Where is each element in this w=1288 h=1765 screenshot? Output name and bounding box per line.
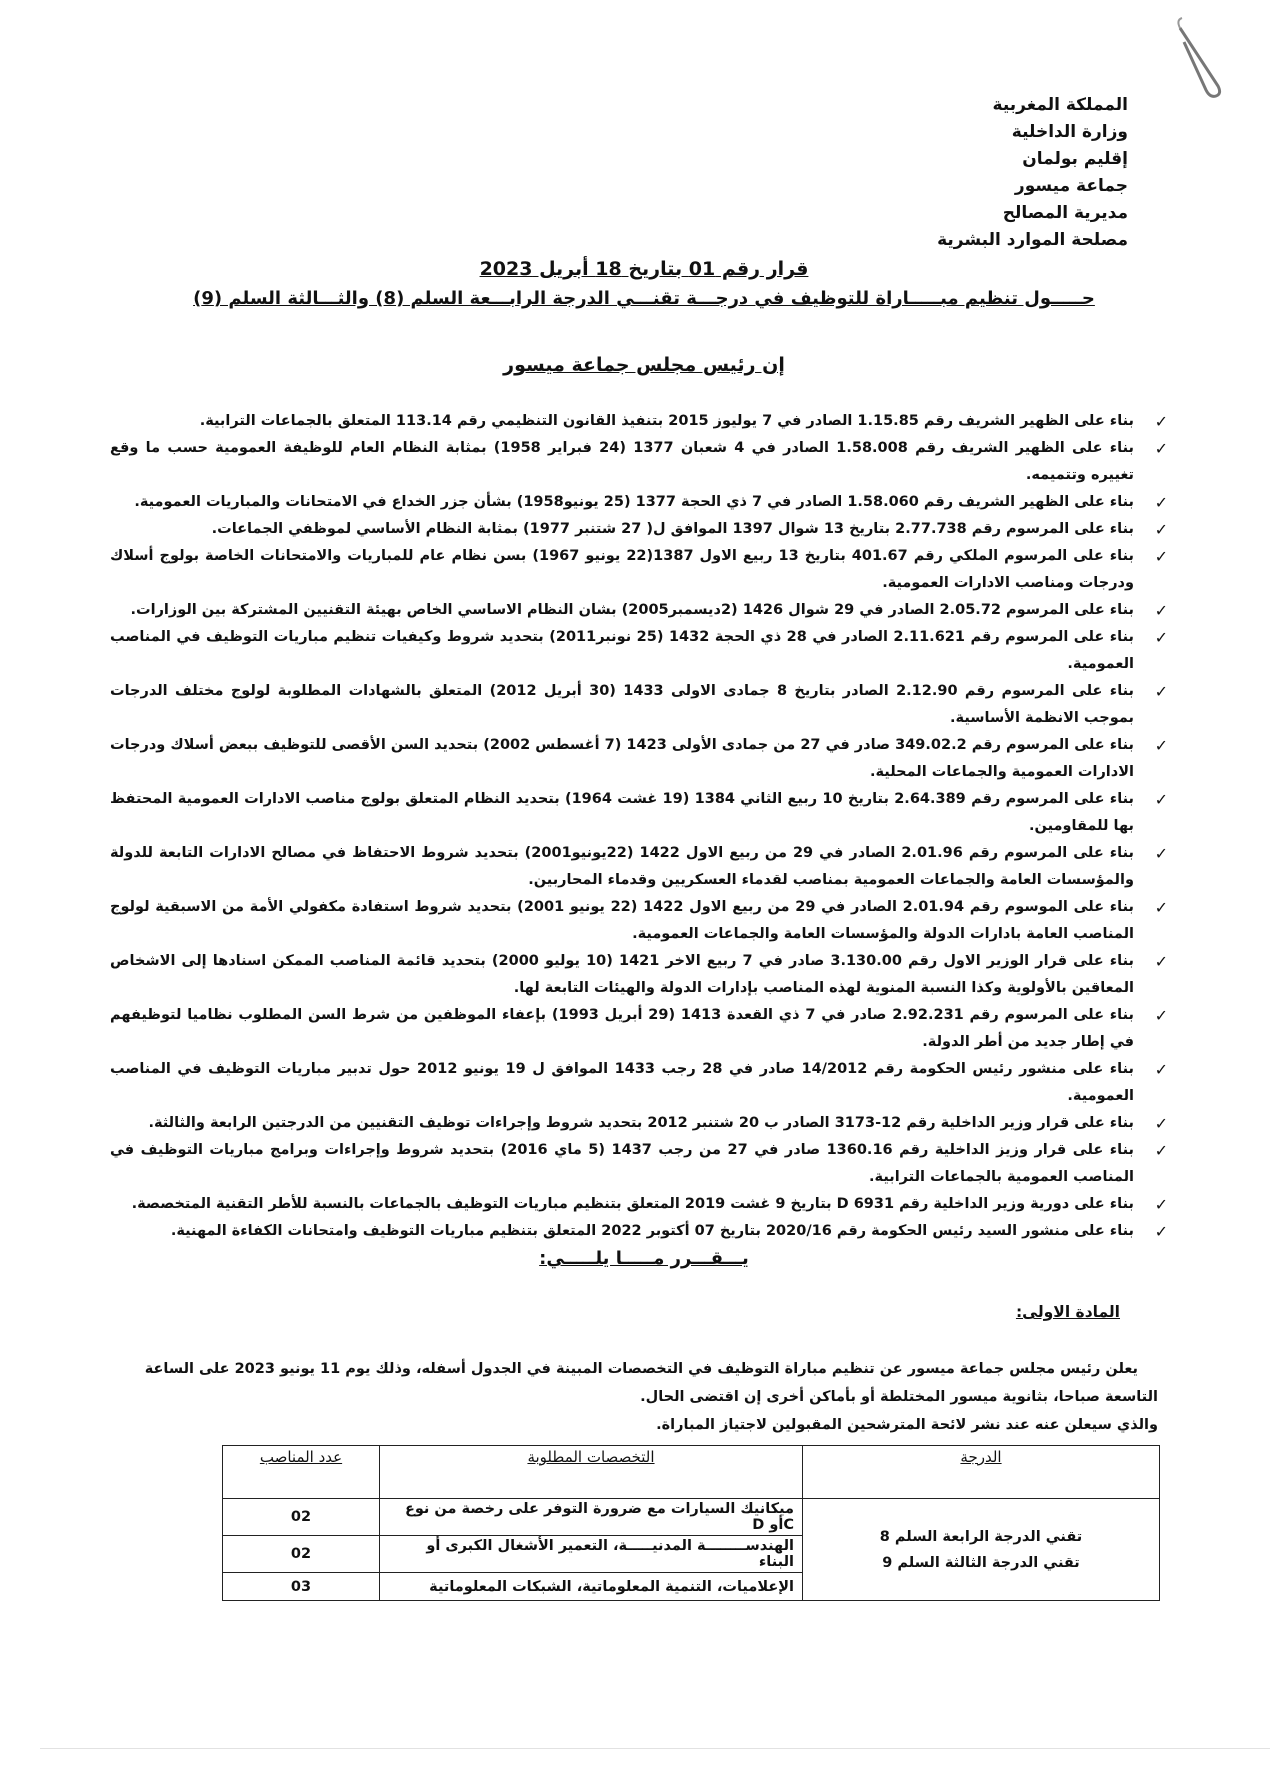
consideration-text: بناء على دورية وزير الداخلية رقم D 6931 بتاريخ 9 غشت 2019 المتعلق بتنظيم مباريات التوظيف بالجماعات بالنسبة للأطر التقنية المتخصصة. — [131, 1196, 1134, 1212]
checkmark-icon: ✓ — [1154, 736, 1168, 755]
consideration-item — [110, 1137, 1168, 1191]
consideration-item — [110, 948, 1168, 1002]
positions-table — [222, 1445, 1160, 1601]
consideration-item — [110, 408, 1168, 435]
consideration-text: بناء على الظهير الشريف رقم 1.15.85 الصادر في 7 يوليوز 2015 بتنفيذ القانون التنظيمي رقم 113.14 المتعلق بالجماعات الترابية. — [199, 413, 1134, 429]
checkmark-icon: ✓ — [1154, 1222, 1168, 1241]
checkmark-icon: ✓ — [1154, 844, 1168, 863]
checkmark-icon: ✓ — [1154, 412, 1168, 431]
specialty-cell: الهندســــــــة المدنيـــــة، التعمير الأشغال الكبرى أو البناء — [380, 1536, 803, 1573]
article-1-label: المادة الاولى: — [1015, 1303, 1120, 1321]
table-row — [223, 1499, 1160, 1536]
checkmark-icon: ✓ — [1154, 1141, 1168, 1160]
consideration-text: بناء على المرسوم 2.05.72 الصادر في 29 شوال 1426 (2ديسمبر2005) بشان النظام الاساسي الخاص بهيئة التقنيين المشتركة بين الوزارات. — [130, 602, 1134, 618]
consideration-text: بناء على المرسوم رقم 2.12.90 الصادر بتاريخ 8 جمادى الاولى 1433 (30 أبريل 2012) المتعلق بالشهادات المطلوبة لولوج مختلف الدرجات بموجب الانظمة الأساسية. — [110, 683, 1135, 726]
grade-4: تقني الدرجة الرابعة السلم 8 — [879, 1528, 1083, 1545]
consideration-text: بناء على المرسوم رقم 2.11.621 الصادر في 28 ذي الحجة 1432 (25 نونبر2011) بتحديد شروط وكيفيات تنظيم مباريات التوظيف في المناصب العمومية. — [110, 629, 1134, 672]
consideration-text: بناء على الظهير الشريف رقم 1.58.060 الصادر في 7 ذي الحجة 1377 (25 يونيو1958) بشأن جزر الخداع في الامتحانات والمباريات العمومية. — [134, 494, 1134, 510]
checkmark-icon: ✓ — [1154, 628, 1168, 647]
consideration-item — [110, 489, 1168, 516]
consideration-text: بناء على المرسوم رقم 349.02.2 صادر في 27 من جمادى الأولى 1423 (7 أغسطس 2002) بتحديد السن الأقصى للتوظيف ببعض أسلاك ودرجات الادارات العمومية والجماعات المحلية. — [110, 737, 1134, 780]
considerations-list — [110, 408, 1168, 1245]
checkmark-icon: ✓ — [1154, 1195, 1168, 1214]
checkmark-icon: ✓ — [1154, 1060, 1168, 1079]
consideration-item — [110, 1110, 1168, 1137]
positions-count-cell: 02 — [223, 1499, 380, 1536]
paper-clip-icon — [1170, 8, 1240, 98]
consideration-item — [110, 1056, 1168, 1110]
letterhead-ministry: وزارة الداخلية — [1011, 122, 1128, 142]
consideration-item — [110, 624, 1168, 678]
checkmark-icon: ✓ — [1154, 439, 1168, 458]
grade-3: تقني الدرجة الثالثة السلم 9 — [882, 1554, 1080, 1571]
consideration-text: بناء على المرسوم رقم 2.77.738 بتاريخ 13 شوال 1397 الموافق ل( 27 شتنبر 1977) بمثابة النظام الأساسي لموظفي الجماعات. — [211, 521, 1134, 537]
consideration-item — [110, 435, 1168, 489]
header-specialties: التخصصات المطلوبة — [380, 1446, 803, 1499]
article-1-paragraph: يعلن رئيس مجلس جماعة ميسور عن تنظيم مباراة التوظيف في التخصصات المبينة في الجدول أسفله، وذلك يوم 11 يونيو 2023 على الساعة التاسعة صباحا، بثانوية ميسور المختلطة أو بأماكن أخرى إن اقتضى الحال. — [144, 1361, 1158, 1405]
header-grade: الدرجة — [803, 1446, 1160, 1499]
positions-count-cell: 02 — [223, 1536, 380, 1573]
consideration-item — [110, 597, 1168, 624]
letterhead-service: مصلحة الموارد البشرية — [937, 230, 1128, 250]
letterhead-directorate: مديرية المصالح — [1002, 203, 1128, 223]
consideration-item — [110, 786, 1168, 840]
letterhead-kingdom: المملكة المغربية — [992, 95, 1128, 115]
article-1-body — [110, 1355, 1158, 1439]
grade-cell — [803, 1499, 1160, 1601]
decides-heading: يـــقـــرر مـــــا يلـــــي: — [539, 1248, 749, 1269]
consideration-text: بناء على قرار الوزير الاول رقم 3.130.00 صادر في 7 ربيع الاخر 1421 (10 يوليو 2000) بتحديد قائمة المناصب الممكن اسنادها إلى الاشخاص المعاقين بالأولوية وكذا النسبة المنوية لهذه المناصب بإدارات الدولة والهيئات التابعة لها. — [110, 953, 1134, 996]
checkmark-icon: ✓ — [1154, 952, 1168, 971]
consideration-item — [110, 1002, 1168, 1056]
consideration-item — [110, 840, 1168, 894]
consideration-item — [110, 543, 1168, 597]
consideration-item — [110, 678, 1168, 732]
consideration-text: بناء على الموسوم رقم 2.01.94 الصادر في 29 من ربيع الاول 1422 (22 يونيو 2001) بتحديد شروط استفادة مكفولي الأمة من الاسبقية لولوج المناصب العامة بادارات الدولة والمؤسسات العامة والجماعات العمومية. — [110, 899, 1134, 942]
checkmark-icon: ✓ — [1154, 601, 1168, 620]
consideration-text: بناء على المرسوم رقم 2.01.96 الصادر في 29 من ربيع الاول 1422 (22يونيو2001) بتحديد شروط الاحتفاظ في مصالح الادارات التابعة للدولة والمؤسسات العامة والجماعات العمومية بمناصب لقدماء العسكريين وقدماء المحاربين. — [110, 845, 1134, 888]
letterhead — [937, 92, 1128, 254]
consideration-text: بناء على المرسوم رقم 2.92.231 صادر في 7 ذي القعدة 1413 (29 أبريل 1993) بإعفاء الموظفين من شرط السن المطلوب نظاميا لتوظيفهم في إطار جديد من أطر الدولة. — [110, 1007, 1134, 1050]
consideration-text: بناء على منشور رئيس الحكومة رقم 14/2012 صادر في 28 رجب 1433 الموافق ل 19 يونيو 2012 حول تدبير مباريات التوظيف في المناصب العمومية. — [110, 1061, 1134, 1104]
letterhead-commune: جماعة ميسور — [1014, 176, 1128, 196]
positions-count-cell: 03 — [223, 1573, 380, 1601]
checkmark-icon: ✓ — [1154, 682, 1168, 701]
consideration-text: بناء على الظهير الشريف رقم 1.58.008 الصادر في 4 شعبان 1377 (24 فبراير 1958) بمثابة النظام العام للوظيفة العمومية حسب ما وقع تغييره وتتميمه. — [110, 440, 1134, 483]
consideration-item — [110, 516, 1168, 543]
decision-number: قرار رقم 01 بتاريخ 18 أبريل 2023 — [479, 258, 809, 280]
checkmark-icon: ✓ — [1154, 493, 1168, 512]
checkmark-icon: ✓ — [1154, 1114, 1168, 1133]
consideration-text: بناء على قرار وزيز الداخلية رقم 1360.16 صادر في 27 من رجب 1437 (5 ماي 2016) بتحديد شروط وإجراءات وبرامج مباريات التوظيف في المناصب العمومية بالجماعات الترابية. — [110, 1142, 1134, 1185]
decision-subject: حـــــول تنظيم مبـــــاراة للتوظيف في درجـــة تقنـــي الدرجة الرابـــعة السلم (8) والثـــالثة السلم (9) — [193, 288, 1095, 309]
checkmark-icon: ✓ — [1154, 547, 1168, 566]
consideration-text: بناء على قرار وزير الداخلية رقم 12-3173 الصادر ب 20 شتنبر 2012 بتحديد شروط وإجراءات توظيف التقنيين من الدرجتين الرابعة والثالثة. — [148, 1115, 1134, 1131]
consideration-text: بناء على المرسوم رقم 2.64.389 بتاريخ 10 ربيع الثاني 1384 (19 غشت 1964) بتحديد النظام المتعلق بولوج مناصب الادارات العمومية المحتفظ بها للمقاومين. — [110, 791, 1134, 834]
checkmark-icon: ✓ — [1154, 1006, 1168, 1025]
decision-issuer: إن رئيس مجلس جماعة ميسور — [503, 354, 785, 376]
scan-edge-line — [40, 1748, 1270, 1749]
consideration-item — [110, 1191, 1168, 1218]
consideration-item — [110, 732, 1168, 786]
specialty-cell: الإعلاميات، التنمية المعلوماتية، الشبكات المعلوماتية — [380, 1573, 803, 1601]
consideration-item — [110, 1218, 1168, 1245]
consideration-item — [110, 894, 1168, 948]
checkmark-icon: ✓ — [1154, 790, 1168, 809]
consideration-text: بناء على المرسوم الملكي رقم 401.67 بتاريخ 13 ربيع الاول 1387(22 يونيو 1967) بسن نظام عام للمباريات والامتحانات الخاصة بولوج أسلاك ودرجات ومناصب الادارات العمومية. — [110, 548, 1134, 591]
consideration-text: بناء على منشور السيد رئيس الحكومة رقم 2020/16 بتاريخ 07 أكتوبر 2022 المتعلق بتنظيم مباريات التوظيف وامتحانات الكفاءة المهنية. — [170, 1223, 1134, 1239]
header-positions: عدد المناصب — [223, 1446, 380, 1499]
letterhead-province: إقليم بولمان — [1022, 149, 1128, 169]
table-header-row — [223, 1446, 1160, 1499]
specialty-cell: ميكانيك السيارات مع ضرورة التوفر على رخصة من نوع Cأو D — [380, 1499, 803, 1536]
checkmark-icon: ✓ — [1154, 898, 1168, 917]
checkmark-icon: ✓ — [1154, 520, 1168, 539]
article-1-note: والذي سيعلن عنه عند نشر لائحة المترشحين المقبولين لاجتياز المباراة. — [656, 1417, 1158, 1433]
